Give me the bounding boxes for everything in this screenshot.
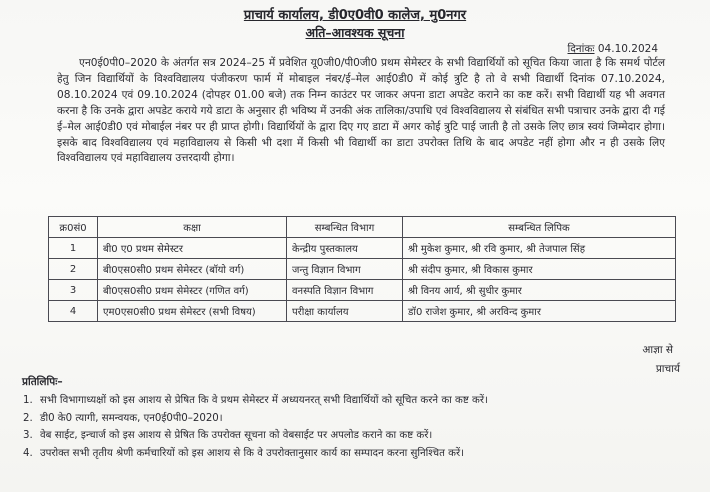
cell-serial: 1 — [49, 238, 98, 259]
cell-clerk: श्री विनय आर्य, श्री सुधीर कुमार — [403, 280, 676, 301]
copy-to-label: प्रतिलिपिः– — [22, 376, 63, 388]
signature-authority: आज्ञा से — [642, 344, 673, 356]
header-department: सम्बन्धित विभाग — [287, 217, 403, 238]
copy-to-list — [20, 392, 696, 462]
cell-clerk: श्री संदीप कुमार, श्री विकास कुमार — [403, 259, 676, 280]
cell-class: बी0एस0सी0 प्रथम सेमेस्टर (बॉयो वर्ग) — [98, 259, 287, 280]
counter-table — [48, 216, 676, 322]
cell-clerk: श्री मुकेश कुमार, श्री रवि कुमार, श्री तेजपाल सिंह — [403, 238, 676, 259]
header-clerk: सम्बन्धित लिपिक — [403, 217, 676, 238]
cell-class: बी0एस0सी0 प्रथम सेमेस्टर (गणित वर्ग) — [98, 280, 287, 301]
cell-class: बी0 ए0 प्रथम सेमेस्टर — [98, 238, 287, 259]
header-class: कक्षा — [98, 217, 287, 238]
cell-serial: 3 — [49, 280, 98, 301]
table-row — [49, 280, 676, 301]
list-item: 3. वेब साईट, इन्चार्ज को इस आशय से प्रेषित कि उपरोक्त सूचना को वेबसाईट पर अपलोड कराने का कष्ट करें। — [36, 427, 696, 445]
notice-body — [57, 56, 665, 167]
notice-heading: अति–आवश्यक सूचना — [305, 25, 405, 40]
cell-serial: 4 — [49, 301, 98, 322]
list-item: 2. डी0 के0 त्यागी, समन्वयक, एन0ई0पी0–2020। — [36, 410, 696, 428]
cell-clerk: डॉ0 राजेश कुमार, श्री अरविन्द कुमार — [403, 301, 676, 322]
signature-principal: प्राचार्य — [655, 363, 680, 375]
table-row — [49, 301, 676, 322]
table-row — [49, 259, 676, 280]
list-item: 1. सभी विभागाध्यक्षों को इस आशय से प्रेषित कि वे प्रथम सेमेस्टर में अध्ययनरत् सभी विद्यार्थियों को सूचित करने का कष्ट करें। — [36, 392, 696, 410]
cell-department: केन्द्रीय पुस्तकालय — [287, 238, 403, 259]
date-label: दिनांकः — [567, 43, 595, 55]
table-header-row — [49, 217, 676, 238]
cell-department: परीक्षा कार्यालय — [287, 301, 403, 322]
office-title: प्राचार्य कार्यालय, डी0ए0वी0 कालेज, मु0नगर — [243, 8, 467, 23]
date-value: 04.10.2024 — [597, 43, 658, 55]
table-row — [49, 238, 676, 259]
cell-department: जन्तु विज्ञान विभाग — [287, 259, 403, 280]
notice-paragraph: एन0ई0पी0–2020 के अंतर्गत सत्र 2024–25 में प्रवेशित यू0जी0/पी0जी0 प्रथम सेमेस्टर के सभी विद्यार्थियों को सूचित किया जाता है कि समर्थ पोर्टल हेतु जिन विद्यार्थियों के विश्वविद्यालय पंजीकरण फार्म में मोबाइल नंबर/ई–मेल आई0डी0 में कोई त्रुटि है तो वे सभी विद्यार्थी दिनांक 07.10.2024, 08.10.2024 एवं 09.10.2024 (दोपहर 01.00 बजे) तक निम्न काउंटर पर जाकर अपना डाटा अपडेट कराने का कष्ट करें। सभी विद्यार्थी यह भी अवगत करना है कि उनके द्वारा अपडेट कराये गये डाटा के अनुसार ही भविष्य में उनकी अंक तालिका/उपाधि एवं विश्वविद्यालय से संबंधित सभी पत्राचार उनके द्वारा दी गई ई–मेल आई0डी0 एवं मोबाईल नंबर पर ही प्राप्त होगी। विद्यार्थियों के द्वारा दिए गए डाटा में अगर कोई त्रुटि पाई जाती है तो उसके लिए छात्र स्वयं जिम्मेदार होगा। इसके बाद विश्वविद्यालय एवं महाविद्यालय से किसी भी दशा में किसी भी विद्यार्थी का डाटा उपरोक्त तिथि के बाद अपडेट नहीं होगा और न ही उसके लिए विश्वविद्यालय एवं महाविद्यालय उत्तरदायी होगा। — [57, 57, 665, 165]
cell-department: वनस्पति विज्ञान विभाग — [287, 280, 403, 301]
cell-class: एम0एस0सी0 प्रथम सेमेस्टर (सभी विषय) — [98, 301, 287, 322]
header-serial: क्र0सं0 — [49, 217, 98, 238]
cell-serial: 2 — [49, 259, 98, 280]
list-item: 4. उपरोक्त सभी तृतीय श्रेणी कर्मचारियों को इस आशय से कि वे उपरोक्तानुसार कार्य का सम्पादन करना सुनिश्चित करें। — [36, 445, 696, 463]
notice-date — [568, 42, 659, 56]
